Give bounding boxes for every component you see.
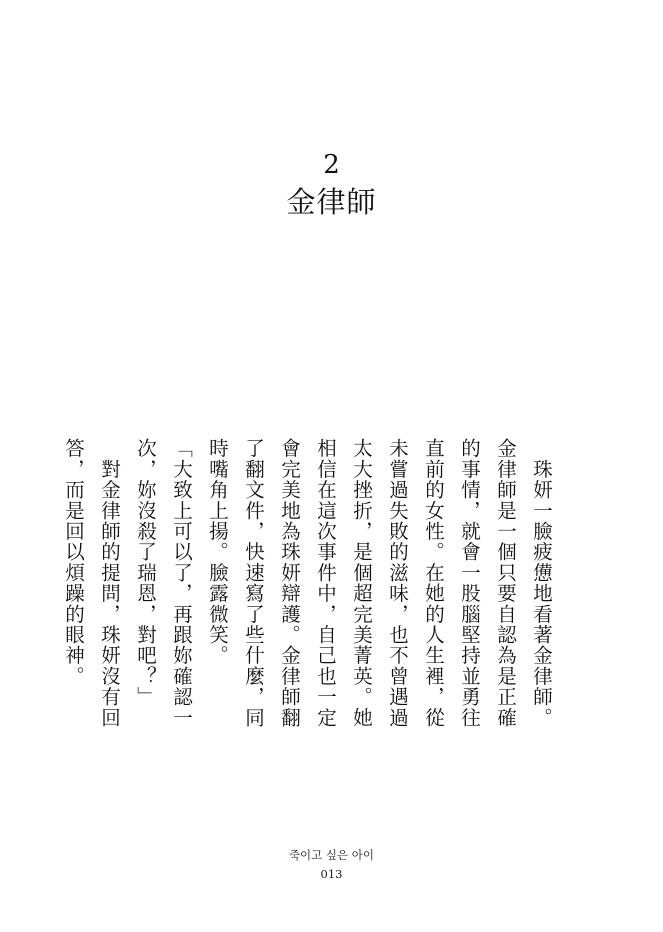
chapter-title: 金律師 (286, 185, 377, 219)
footer-book-title: 죽이고 싶은 아이 (288, 848, 375, 862)
chapter-number: 2 (323, 150, 340, 180)
paragraph: 珠妍一臉疲憊地看著金律師。 (530, 438, 553, 728)
paragraph: 「大致上可以了，再跟妳確認一次，妳沒殺了瑞恩，對吧？」 (134, 438, 193, 728)
body-text (55, 438, 559, 738)
paragraph: 對金律師的提問，珠妍沒有回答，而是回以煩躁的眼神。 (62, 438, 121, 728)
page-number: 013 (320, 867, 343, 881)
paragraph: 金律師是一個只要自認為是正確的事情，就會一股腦堅持並勇往直前的女性。在她的人生裡，從未嘗過失敗的滋味，也不曾遇過太大挫折，是個超完美菁英。她相信在這次事件中，自己也一定會完美地為珠妍辯護。金律師翻了翻文件，快速寫了些什麼，同時嘴角上揚。臉露微笑。 (206, 438, 517, 728)
